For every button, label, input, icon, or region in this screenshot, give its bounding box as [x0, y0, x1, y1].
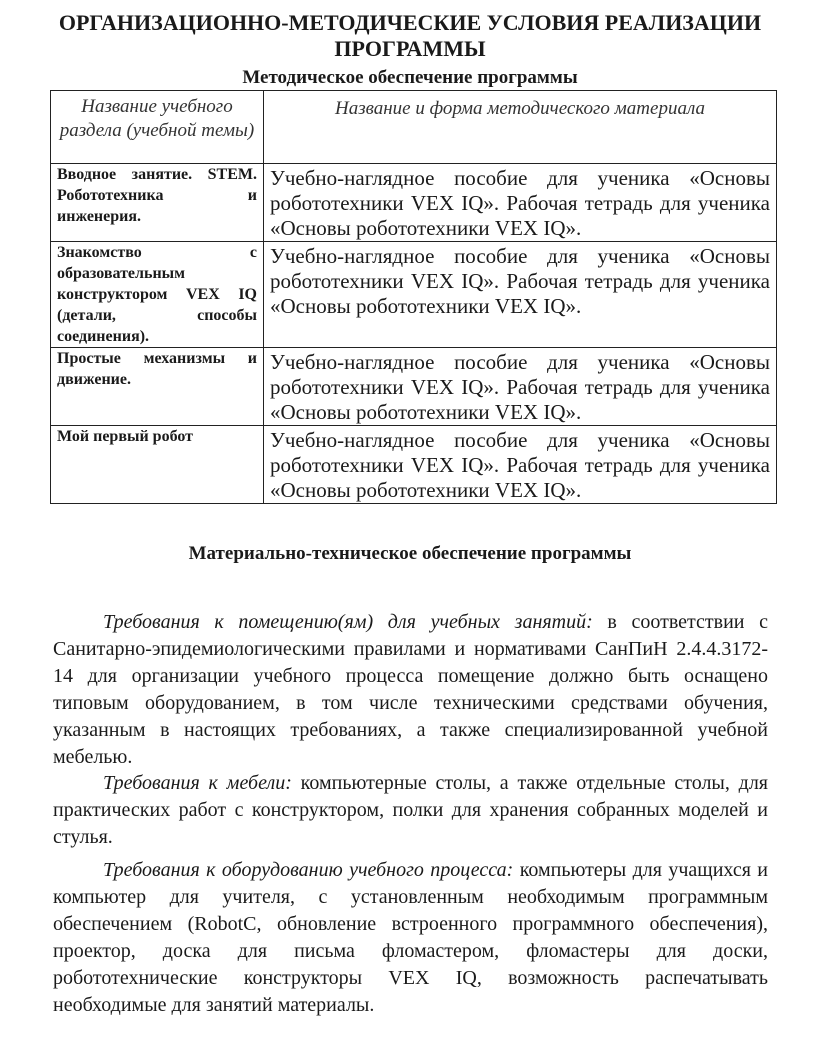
- methodical-heading: Методическое обеспечение программы: [242, 67, 578, 88]
- table-header-row: [51, 91, 777, 164]
- row-topic: Простые механизмы и движение.: [51, 348, 264, 426]
- header-material: Название и форма методического материала: [264, 91, 777, 164]
- paragraph-equipment: [53, 857, 768, 1019]
- document-title: ОРГАНИЗАЦИОННО-МЕТОДИЧЕСКИЕ УСЛОВИЯ РЕАЛИЗАЦИИ ПРОГРАММЫ: [58, 10, 762, 61]
- row-topic: Вводное занятие. STEM. Робототехника и инженерия.: [51, 164, 264, 242]
- paragraph-premises: [53, 609, 768, 771]
- methodical-table: [50, 90, 777, 504]
- row-material: Учебно-наглядное пособие для ученика «Основы робототехники VEX IQ». Рабочая тетрадь для ученика «Основы робототехники VEX IQ».: [264, 348, 777, 426]
- table-row: [51, 164, 777, 242]
- paragraph-lead: Требования к оборудованию учебного процесса:: [103, 859, 514, 881]
- row-topic: Мой первый робот: [51, 426, 264, 504]
- header-topic: Название учебного раздела (учебной темы): [51, 91, 264, 164]
- row-material: Учебно-наглядное пособие для ученика «Основы робототехники VEX IQ». Рабочая тетрадь для ученика «Основы робототехники VEX IQ».: [264, 164, 777, 242]
- paragraph-text: компьютеры для учащихся и компьютер для учителя, с установленным необходимым программным обеспечением (RobotC, обновление встроенного программного обеспечения), проектор, доска для письма фломастером, фломастеры для доски, робототехнические конструкторы VEX IQ, возможность распечатывать необходимые для занятий материалы.: [53, 859, 768, 1016]
- paragraph-text: компьютерные столы, а также отдельные столы, для практических работ с конструктором, полки для хранения собранных моделей и стулья.: [53, 772, 768, 848]
- paragraph-furniture: [53, 770, 768, 851]
- row-topic: Знакомство с образовательным конструктором VEX IQ (детали, способы соединения).: [51, 242, 264, 348]
- row-material: Учебно-наглядное пособие для ученика «Основы робототехники VEX IQ». Рабочая тетрадь для ученика «Основы робототехники VEX IQ».: [264, 426, 777, 504]
- paragraph-lead: Требования к помещению(ям) для учебных занятий:: [103, 611, 593, 633]
- table-row: [51, 242, 777, 348]
- table-row: [51, 426, 777, 504]
- row-material: Учебно-наглядное пособие для ученика «Основы робототехники VEX IQ». Рабочая тетрадь для ученика «Основы робототехники VEX IQ».: [264, 242, 777, 348]
- material-heading: Материально-техническое обеспечение программы: [188, 543, 632, 564]
- paragraph-lead: Требования к мебели:: [103, 772, 292, 794]
- paragraph-text: в соответствии с Санитарно-эпидемиологическими правилами и нормативами СанПиН 2.4.4.3172-14 для организации учебного процесса помещение должно быть оснащено типовым оборудованием, в том числе техническими средствами обучения, указанным в настоящих требованиях, а также специализированной учебной мебелью.: [53, 611, 768, 768]
- table-row: [51, 348, 777, 426]
